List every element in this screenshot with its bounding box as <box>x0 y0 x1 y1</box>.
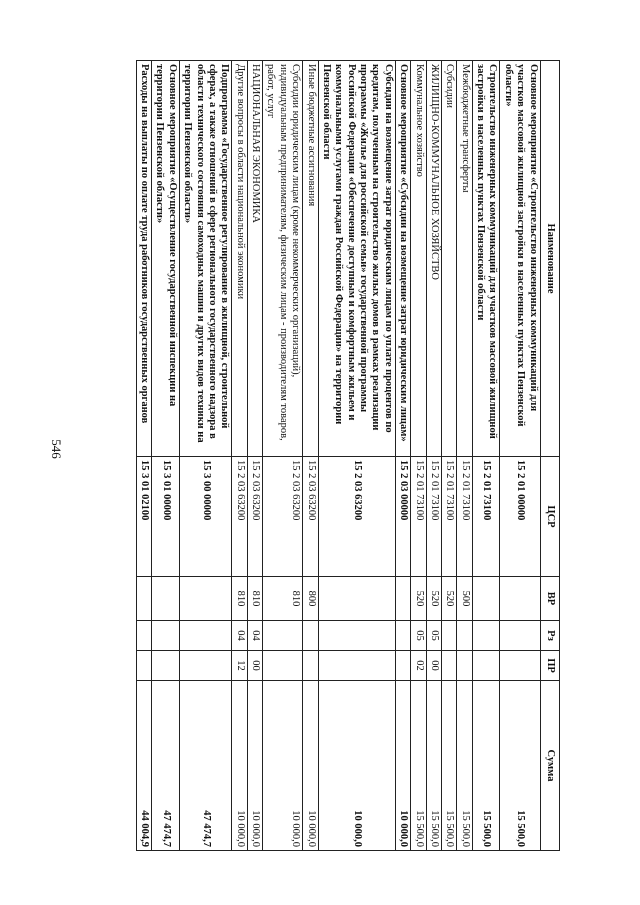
table-row <box>303 61 318 851</box>
cell-sum: 47 474,7 <box>179 681 232 851</box>
cell-pr <box>263 651 303 681</box>
cell-rz <box>442 621 457 651</box>
table-row <box>152 61 180 851</box>
cell-pr <box>500 651 540 681</box>
cell-csr: 15 2 03 63200 <box>318 457 395 577</box>
cell-pr <box>472 651 500 681</box>
cell-pr <box>136 651 151 681</box>
table-row <box>426 61 441 851</box>
cell-vr: 810 <box>247 577 262 621</box>
table-row <box>263 61 303 851</box>
cell-pr <box>303 651 318 681</box>
cell-csr: 15 2 01 73100 <box>442 457 457 577</box>
cell-name: Подпрограмма «Государственное регулирование в жилищной, строительной сферах, а также отношений в сфере регионального государственного надзора в области технического состояния самоходных машин и других видов техники на территории Пензенской области» <box>179 61 232 457</box>
cell-name: Строительство инженерных коммуникаций для участков массовой жилищной застройки в населенных пунктах Пензенской области <box>472 61 500 457</box>
cell-pr <box>318 651 395 681</box>
cell-vr: 810 <box>263 577 303 621</box>
cell-sum: 15 500,0 <box>457 681 472 851</box>
cell-sum: 10 000,0 <box>263 681 303 851</box>
cell-vr: 520 <box>411 577 426 621</box>
cell-name: Расходы на выплаты по оплате труда работников государственных органов <box>136 61 151 457</box>
cell-vr <box>500 577 540 621</box>
cell-vr <box>152 577 180 621</box>
cell-name: Субсидии на возмещение затрат юридическим лицам по уплате процентов по кредитам, полученным на строительство жилых домов в рамках реализации программы «Жилье для российской семьи» государственной программы Российской Федерации «Обеспечение доступным и комфортным жильем и коммунальными услугами граждан Российской Федерации» на территории Пензенской области <box>318 61 395 457</box>
table-row <box>411 61 426 851</box>
cell-vr: 520 <box>442 577 457 621</box>
cell-name: Коммунальное хозяйство <box>411 61 426 457</box>
cell-name: Межбюджетные трансферты <box>457 61 472 457</box>
cell-name: НАЦИОНАЛЬНАЯ ЭКОНОМИКА <box>247 61 262 457</box>
header-row <box>540 61 559 851</box>
cell-name: Субсидии <box>442 61 457 457</box>
cell-csr: 15 2 01 73100 <box>426 457 441 577</box>
cell-sum: 10 000,0 <box>232 681 247 851</box>
header-pr: ПР <box>540 651 559 681</box>
table-row <box>457 61 472 851</box>
table-row <box>472 61 500 851</box>
header-name: Наименование <box>540 61 559 457</box>
cell-pr: 00 <box>247 651 262 681</box>
table-row <box>136 61 151 851</box>
table-body <box>136 61 540 851</box>
cell-rz <box>395 621 410 651</box>
table-row <box>247 61 262 851</box>
cell-csr: 15 3 01 00000 <box>152 457 180 577</box>
cell-rz: 05 <box>426 621 441 651</box>
header-csr: ЦСР <box>540 457 559 577</box>
cell-vr <box>318 577 395 621</box>
cell-csr: 15 3 01 02100 <box>136 457 151 577</box>
cell-csr: 15 2 03 63200 <box>263 457 303 577</box>
cell-name: Основное мероприятие «Осуществление государственной инспекции на территории Пензенской области» <box>152 61 180 457</box>
cell-pr <box>442 651 457 681</box>
cell-rz <box>500 621 540 651</box>
cell-rz: 05 <box>411 621 426 651</box>
cell-csr: 15 2 01 00000 <box>500 457 540 577</box>
cell-pr: 12 <box>232 651 247 681</box>
cell-name: Основное мероприятие «Субсидии на возмещение затрат юридическим лицам» <box>395 61 410 457</box>
table-row <box>442 61 457 851</box>
rotated-page <box>80 60 560 850</box>
cell-vr <box>472 577 500 621</box>
cell-sum: 15 500,0 <box>472 681 500 851</box>
cell-pr <box>457 651 472 681</box>
cell-vr <box>395 577 410 621</box>
cell-sum: 10 000,0 <box>395 681 410 851</box>
header-rz: Рз <box>540 621 559 651</box>
cell-rz <box>457 621 472 651</box>
cell-rz: 04 <box>232 621 247 651</box>
cell-sum: 10 000,0 <box>303 681 318 851</box>
table-row <box>232 61 247 851</box>
cell-rz <box>318 621 395 651</box>
cell-csr: 15 2 03 63200 <box>303 457 318 577</box>
cell-sum: 10 000,0 <box>318 681 395 851</box>
cell-pr <box>152 651 180 681</box>
cell-rz <box>136 621 151 651</box>
cell-name: Основное мероприятие «Строительство инженерных коммуникаций для участков массовой жилищной застройки в населенных пунктах Пензенской области» <box>500 61 540 457</box>
table-row <box>500 61 540 851</box>
header-vr: ВР <box>540 577 559 621</box>
cell-rz <box>152 621 180 651</box>
table-row <box>318 61 395 851</box>
cell-name: Субсидии юридическим лицам (кроме некоммерческих организаций), индивидуальным предпринимателям, физическим лицам - производителям товаров, работ, услуг <box>263 61 303 457</box>
cell-vr: 810 <box>232 577 247 621</box>
cell-rz <box>179 621 232 651</box>
cell-sum: 15 500,0 <box>442 681 457 851</box>
page-number: 546 <box>49 439 64 459</box>
cell-sum: 15 500,0 <box>411 681 426 851</box>
cell-rz <box>472 621 500 651</box>
header-sum: Сумма <box>540 681 559 851</box>
cell-rz: 04 <box>247 621 262 651</box>
cell-csr: 15 2 01 73100 <box>457 457 472 577</box>
cell-vr <box>136 577 151 621</box>
cell-pr: 02 <box>411 651 426 681</box>
cell-csr: 15 2 03 00000 <box>395 457 410 577</box>
table-row <box>395 61 410 851</box>
cell-sum: 47 474,7 <box>152 681 180 851</box>
table-row <box>179 61 232 851</box>
cell-rz <box>263 621 303 651</box>
cell-csr: 15 2 03 63200 <box>232 457 247 577</box>
cell-csr: 15 2 01 73100 <box>472 457 500 577</box>
cell-pr <box>179 651 232 681</box>
cell-vr: 800 <box>303 577 318 621</box>
cell-sum: 10 000,0 <box>247 681 262 851</box>
cell-vr: 500 <box>457 577 472 621</box>
cell-csr: 15 3 00 00000 <box>179 457 232 577</box>
cell-name: Иные бюджетные ассигнования <box>303 61 318 457</box>
cell-pr <box>395 651 410 681</box>
budget-table <box>136 60 560 851</box>
cell-csr: 15 2 01 73100 <box>411 457 426 577</box>
cell-csr: 15 2 03 63200 <box>247 457 262 577</box>
cell-vr <box>179 577 232 621</box>
cell-sum: 15 500,0 <box>426 681 441 851</box>
cell-name: Другие вопросы в области национальной экономики <box>232 61 247 457</box>
cell-pr: 00 <box>426 651 441 681</box>
cell-vr: 520 <box>426 577 441 621</box>
cell-rz <box>303 621 318 651</box>
cell-name: ЖИЛИЩНО-КОММУНАЛЬНОЕ ХОЗЯЙСТВО <box>426 61 441 457</box>
cell-sum: 44 004,9 <box>136 681 151 851</box>
cell-sum: 15 500,0 <box>500 681 540 851</box>
